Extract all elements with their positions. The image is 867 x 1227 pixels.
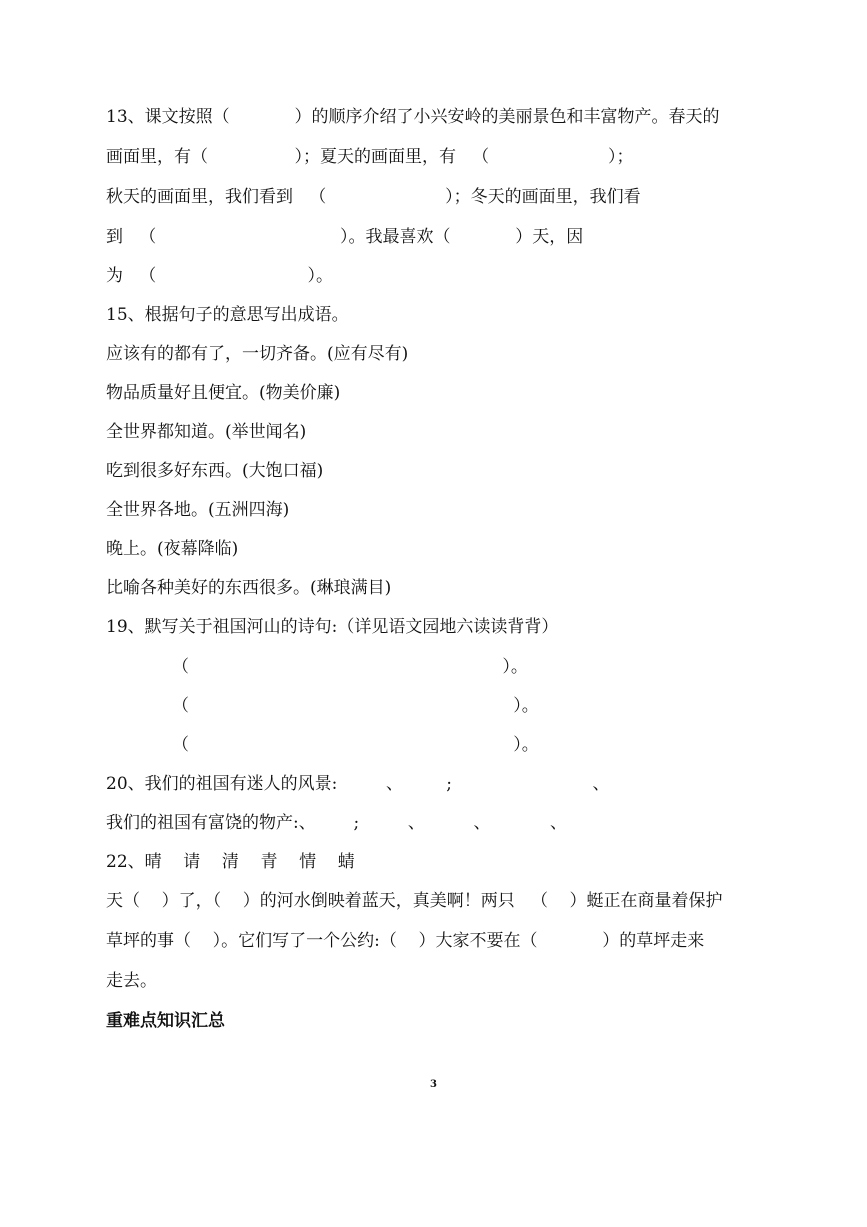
q15-item: 全世界都知道。(举世闻名) xyxy=(106,422,307,442)
q13-line-1: 13、课文按照（ ）的顺序介绍了小兴安岭的美丽景色和丰富物产。春天的 xyxy=(106,107,720,127)
q20-line-1: 20、我们的祖国有迷人的风景: 、 ; 、 xyxy=(106,774,610,794)
q15-item: 晚上。(夜幕降临) xyxy=(106,539,239,559)
q13-line-4: 到 （ ）。我最喜欢（ ）天，因 xyxy=(106,227,584,247)
section-heading: 重难点知识汇总 xyxy=(106,1011,225,1031)
q15-item: 应该有的都有了，一切齐备。(应有尽有) xyxy=(106,344,409,364)
q13-line-3: 秋天的画面里，我们看到 （ ）；冬天的画面里，我们看 xyxy=(106,187,641,207)
q15-item: 全世界各地。(五洲四海) xyxy=(106,500,290,520)
q13-line-5: 为 （ ）。 xyxy=(106,266,334,286)
q22-title: 22、晴 请 清 青 情 蜻 xyxy=(106,852,355,872)
q15-item: 物品质量好且便宜。(物美价廉) xyxy=(106,383,341,403)
q15-title: 15、根据句子的意思写出成语。 xyxy=(106,305,349,325)
q13-line-2: 画面里，有（ ）；夏天的画面里，有 （ ）； xyxy=(106,147,634,167)
q19-blank: （ ）。 xyxy=(172,657,528,677)
page-number: 3 xyxy=(430,1079,437,1090)
q20-line-2: 我们的祖国有富饶的物产:、 ; 、 、 、 xyxy=(106,813,567,833)
q19-blank: （ ）。 xyxy=(172,735,539,755)
q19-title: 19、默写关于祖国河山的诗句:（详见语文园地六读读背背） xyxy=(106,617,559,637)
q22-line-2: 草坪的事（ ）。它们写了一个公约:（ ）大家不要在（ ）的草坪走来 xyxy=(106,931,705,951)
q22-line-1: 天（ ）了，（ ）的河水倒映着蓝天，真美啊！两只 （ ）蜓正在商量着保护 xyxy=(106,891,723,911)
q15-item: 吃到很多好东西。(大饱口福) xyxy=(106,461,324,481)
q22-line-3: 走去。 xyxy=(106,971,157,991)
q15-item: 比喻各种美好的东西很多。(琳琅满目) xyxy=(106,578,392,598)
q19-blank: （ ）。 xyxy=(172,696,539,716)
